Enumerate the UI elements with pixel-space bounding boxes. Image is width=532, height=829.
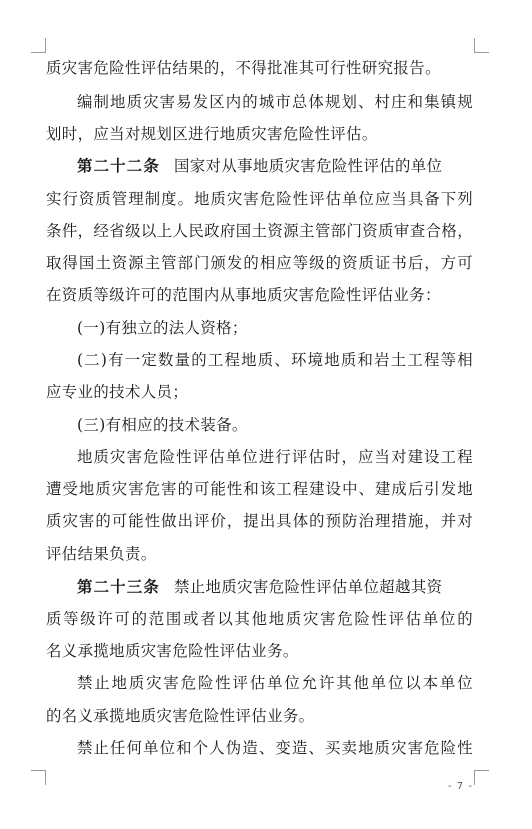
- text-line: 取得国土资源主管部门颁发的相应等级的资质证书后，方可: [46, 254, 473, 272]
- text-span: 禁止地质灾害危险性评估单位超越其资: [173, 578, 443, 596]
- list-item: (二)有一定数量的工程地质、环境地质和岩土工程等相: [77, 351, 473, 369]
- text-line: 应专业的技术人员；: [46, 383, 189, 401]
- page-number: - 7 -: [448, 781, 473, 792]
- text-line: 在资质等级许可的范围内从事地质灾害危险性评估业务：: [46, 286, 441, 304]
- article-23-first-line: [77, 577, 473, 597]
- crop-mark-bottom-left: [31, 770, 46, 785]
- crop-mark-bottom-right: [474, 770, 489, 785]
- list-item: (三)有相应的技术装备。: [77, 416, 248, 434]
- text-line: 编制地质灾害易发区内的城市总体规划、村庄和集镇规: [77, 93, 473, 111]
- text-span: 国家对从事地质灾害危险性评估的单位: [173, 157, 443, 175]
- text-line: 划时，应当对规划区进行地质灾害危险性评估。: [46, 125, 378, 143]
- text-line: 遭受地质灾害危害的可能性和该工程建设中、建成后引发地: [46, 480, 473, 498]
- text-line: 条件，经省级以上人民政府国土资源主管部门资质审查合格，: [46, 222, 473, 240]
- crop-mark-top-right: [474, 38, 489, 53]
- text-line: 实行资质管理制度。地质灾害危险性评估单位应当具备下列: [46, 190, 473, 208]
- text-line: 质灾害的可能性做出评价，提出具体的预防治理措施，并对: [46, 512, 473, 530]
- text-line: 质灾害危险性评估结果的，不得批准其可行性研究报告。: [46, 59, 441, 77]
- text-line: 禁止任何单位和个人伪造、变造、买卖地质灾害危险性: [77, 739, 473, 757]
- text-line: 质等级许可的范围或者以其他地质灾害危险性评估单位的: [46, 610, 473, 628]
- crop-mark-top-left: [31, 38, 46, 53]
- text-line: 名义承揽地质灾害危险性评估业务。: [46, 642, 299, 660]
- text-line: 地质灾害危险性评估单位进行评估时，应当对建设工程: [77, 448, 473, 466]
- text-line: 评估结果负责。: [46, 545, 157, 563]
- article-22-first-line: [77, 156, 473, 176]
- text-line: 禁止地质灾害危险性评估单位允许其他单位以本单位: [77, 674, 473, 692]
- article-heading-23: 第二十三条: [77, 578, 160, 596]
- article-heading-22: 第二十二条: [77, 157, 160, 175]
- list-item: (一)有独立的法人资格；: [77, 319, 248, 337]
- text-line: 的名义承揽地质灾害危险性评估业务。: [46, 707, 315, 725]
